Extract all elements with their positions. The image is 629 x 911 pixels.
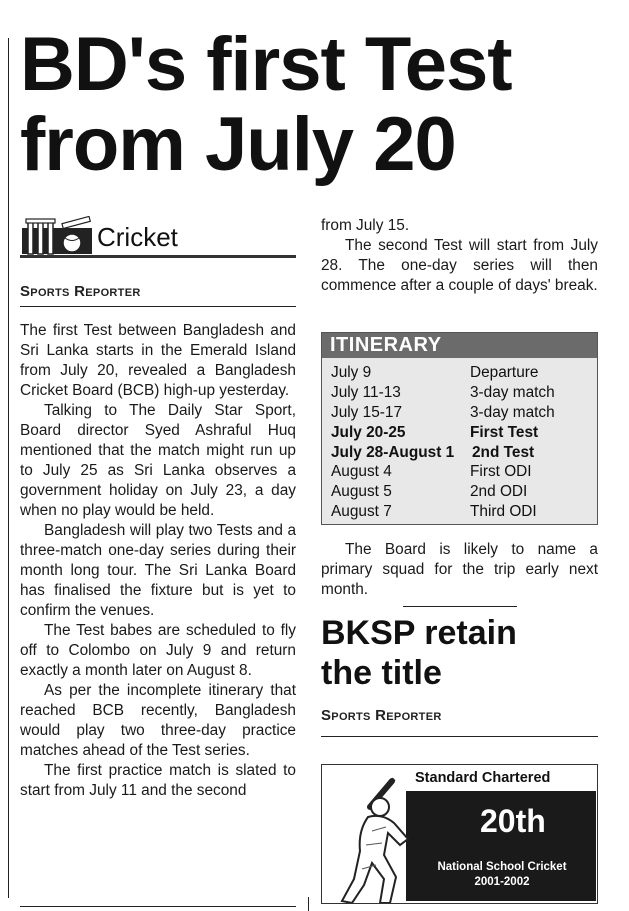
column-divider-left xyxy=(8,38,9,898)
itinerary-date: July 9 xyxy=(331,364,372,381)
article-paragraph: As per the incomplete itinerary that reached BCB recently, Bangladesh would play two three-day practice matches ahead of the Test series. xyxy=(20,682,296,759)
itinerary-event: 3-day match xyxy=(470,403,555,421)
article-paragraph: The first Test between Bangladesh and Sri Lanka starts in the Emerald Island from July 20, revealed a Bangladesh Cricket Board (BCB) high-up yesterday. xyxy=(20,322,296,399)
itinerary-event: Third ODI xyxy=(470,503,537,521)
itinerary-date: August 7 xyxy=(331,503,392,521)
itinerary-event: 2nd Test xyxy=(472,443,535,461)
section-label: Cricket xyxy=(97,222,178,252)
itinerary-date: July 11-13 xyxy=(331,383,401,401)
article-paragraph: from July 15. xyxy=(321,217,410,234)
section-rule xyxy=(20,255,296,258)
ad-event-line-1: National School Cricket xyxy=(437,861,567,873)
sponsor-brand: Standard Chartered xyxy=(415,770,551,786)
headline-line-2: from July 20 xyxy=(20,102,456,187)
article-paragraph: The Board is likely to name a primary squad for the trip early next month. xyxy=(321,541,598,598)
byline: Sports Reporter xyxy=(20,283,141,300)
itinerary-row xyxy=(331,482,591,502)
itinerary-event: First ODI xyxy=(470,463,532,481)
article-paragraph: The second Test will start from July 28. The one-day series will then commence after a couple of days' break. xyxy=(321,237,598,294)
itinerary-date: August 5 xyxy=(331,483,392,501)
itinerary-event: 2nd ODI xyxy=(470,483,528,501)
itinerary-date: July 28-August 1 xyxy=(331,443,455,461)
article-column-right xyxy=(321,216,598,296)
itinerary-list xyxy=(331,363,591,522)
itinerary-row xyxy=(331,462,591,482)
itinerary-date: July 20-25 xyxy=(331,423,406,441)
ad-event-line-2: 2001-2002 xyxy=(474,876,530,888)
second-headline-line-2: the title xyxy=(321,654,442,692)
itinerary-row xyxy=(331,443,591,463)
ad-event xyxy=(410,860,594,890)
second-story-byline: Sports Reporter xyxy=(321,707,442,724)
second-byline-rule xyxy=(321,736,598,737)
second-story-headline xyxy=(321,613,601,693)
itinerary-date: July 15-17 xyxy=(331,403,403,421)
itinerary-title: ITINERARY xyxy=(322,333,597,358)
itinerary-row xyxy=(331,363,591,383)
page-headline xyxy=(20,22,610,187)
bottom-rule xyxy=(20,906,296,907)
itinerary-event: First Test xyxy=(470,423,539,441)
itinerary-row xyxy=(331,383,591,403)
article-paragraph: Talking to The Daily Star Sport, Board director Syed Ashraful Huq mentioned that the match might run up to July 25 as Sri Lanka observes a government holiday on July 23, a day when no play would be held. xyxy=(20,402,296,519)
cricket-icon xyxy=(20,216,94,256)
story-separator xyxy=(403,606,517,607)
article-paragraph: Bangladesh will play two Tests and a three-match one-day series during their month long tour. The Sri Lanka Board has finalised the fixture but is yet to confirm the venues. xyxy=(20,522,296,619)
itinerary-row xyxy=(331,423,591,443)
itinerary-row xyxy=(331,502,591,522)
ad-headline: 20th xyxy=(480,803,546,839)
itinerary-row xyxy=(331,403,591,423)
sponsor-ad xyxy=(321,764,598,904)
article-paragraph: The Test babes are scheduled to fly off to Colombo on July 9 and return exactly a month later on August 8. xyxy=(20,622,296,679)
article-paragraph: The first practice match is slated to start from July 11 and the second xyxy=(20,762,296,799)
column-divider-bottom xyxy=(308,897,309,911)
headline-line-1: BD's first Test xyxy=(20,22,512,107)
itinerary-date: August 4 xyxy=(331,463,392,481)
itinerary-box xyxy=(321,332,598,525)
itinerary-event: Departure xyxy=(470,364,539,381)
article-column-left xyxy=(20,321,296,801)
article-closing xyxy=(321,540,598,600)
section-logo xyxy=(20,214,296,258)
second-headline-line-1: BKSP retain xyxy=(321,614,517,652)
byline-rule xyxy=(20,306,296,307)
itinerary-event: 3-day match xyxy=(470,383,555,401)
